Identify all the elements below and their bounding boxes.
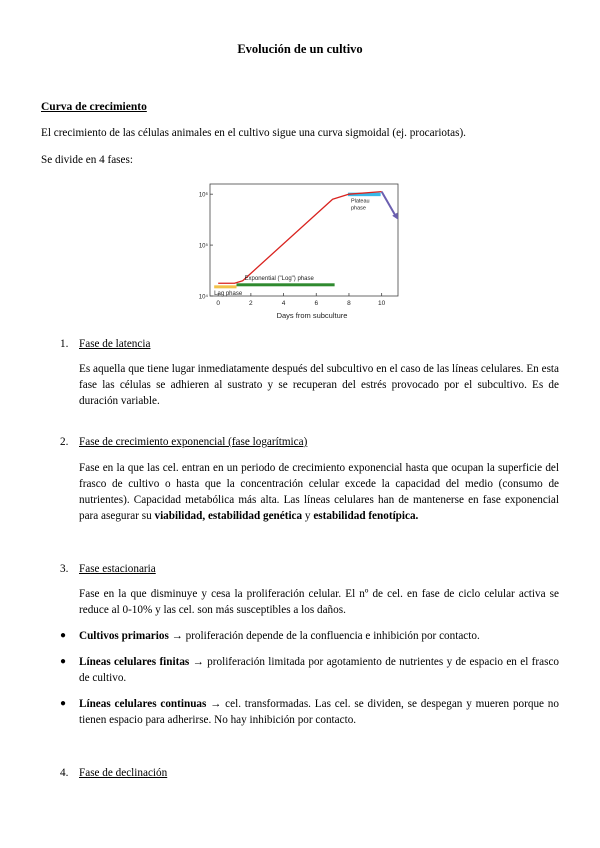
x-axis-label: Days from subculture xyxy=(276,311,348,320)
plateau-phase-label-line: Plateau xyxy=(350,198,370,205)
x-tick-label: 8 xyxy=(347,300,351,307)
section-3-title: Fase estacionaria xyxy=(79,563,156,575)
bullet-item xyxy=(79,696,559,728)
bullet-bold: Líneas celulares continuas xyxy=(79,698,207,710)
plateau-phase-label-line: phase xyxy=(350,205,366,212)
chart-labels xyxy=(199,192,386,320)
page-title: Evolución de un cultivo xyxy=(237,42,363,56)
lag-phase-bar xyxy=(214,285,236,288)
bullet-text: → proliferación limitada por agotamiento de nutrientes y de espacio en el frasco de cultivo. xyxy=(79,656,560,684)
section-2-body xyxy=(79,460,559,524)
exponential-phase-bar xyxy=(237,283,335,286)
section-2-bold-1: viabilidad, estabilidad genética xyxy=(154,510,303,522)
section-1-number: 1. xyxy=(60,338,69,350)
section-2-and: y xyxy=(302,510,314,522)
bullet-bold: Cultivos primarios xyxy=(79,630,169,642)
y-tick-label: 10⁵ xyxy=(198,243,208,250)
intro-paragraph: El crecimiento de las células animales en el cultivo sigue una curva sigmoidal (ej. procariotas). xyxy=(41,127,466,139)
x-tick-label: 10 xyxy=(378,300,386,307)
section-2-title: Fase de crecimiento exponencial (fase logarítmica) xyxy=(79,436,308,448)
section-3-body: Fase en la que disminuye y cesa la proliferación celular. El nº de cel. en fase de ciclo celular activa se reduce al 0-10% y las cel. son más susceptibles a los daños. xyxy=(79,588,559,616)
section-4-title: Fase de declinación xyxy=(79,767,168,779)
chart-series xyxy=(218,192,398,284)
x-tick-label: 0 xyxy=(216,300,220,307)
section-2-number: 2. xyxy=(60,436,69,448)
x-tick-label: 4 xyxy=(281,300,286,307)
growth-curve-chart xyxy=(188,180,418,328)
bullet-item xyxy=(79,628,559,644)
section-1-body: Es aquella que tiene lugar inmediatamente después del subcultivo en el caso de las líneas celulares. En esta fase las células se adhieren al sustrato y se recuperan del estrés provocado por el subcultivo. Es de duración variable. xyxy=(79,363,559,407)
section-3-number: 3. xyxy=(60,563,69,575)
section-heading: Curva de crecimiento xyxy=(41,101,147,113)
section-2-bold-2: estabilidad fenotípica. xyxy=(313,510,419,522)
bullet-dot: ● xyxy=(60,630,67,641)
decline-arrow-line xyxy=(382,192,396,217)
section-4-number: 4. xyxy=(60,767,69,779)
x-tick-label: 6 xyxy=(314,300,319,307)
bullet-item xyxy=(79,654,559,686)
section-1-title: Fase de latencia xyxy=(79,338,151,350)
phases-intro: Se divide en 4 fases: xyxy=(41,154,133,166)
bullet-text: → proliferación depende de la confluencia e inhibición por contacto. xyxy=(168,630,480,642)
bullet-text: → cel. transformadas. Las cel. se dividen, se despegan y mueren porque no tienen espacio para adherirse. No hay inhibición por contacto. xyxy=(79,698,559,726)
x-tick-label: 2 xyxy=(249,300,253,307)
bullet-bold: Líneas celulares finitas xyxy=(79,656,190,668)
bullet-dot: ● xyxy=(60,698,67,709)
exponential-phase-label: Exponential ("Log") phase xyxy=(244,275,314,282)
lag-phase-label: Lag phase xyxy=(214,290,243,297)
y-tick-label: 10⁴ xyxy=(198,294,208,301)
y-tick-label: 10⁶ xyxy=(198,192,208,199)
section-2-body-text: Fase en la que las cel. entran en un periodo de crecimiento exponencial hasta que ocupan la superficie del frasco de cultivo o hasta que la concentración celular excede la capacidad del medio (consumo de nutrientes). Capacidad metabólica más alta. Las líneas celulares han de mantenerse en fase exponencial para asegurar su xyxy=(79,462,559,522)
bullet-dot: ● xyxy=(60,656,67,667)
